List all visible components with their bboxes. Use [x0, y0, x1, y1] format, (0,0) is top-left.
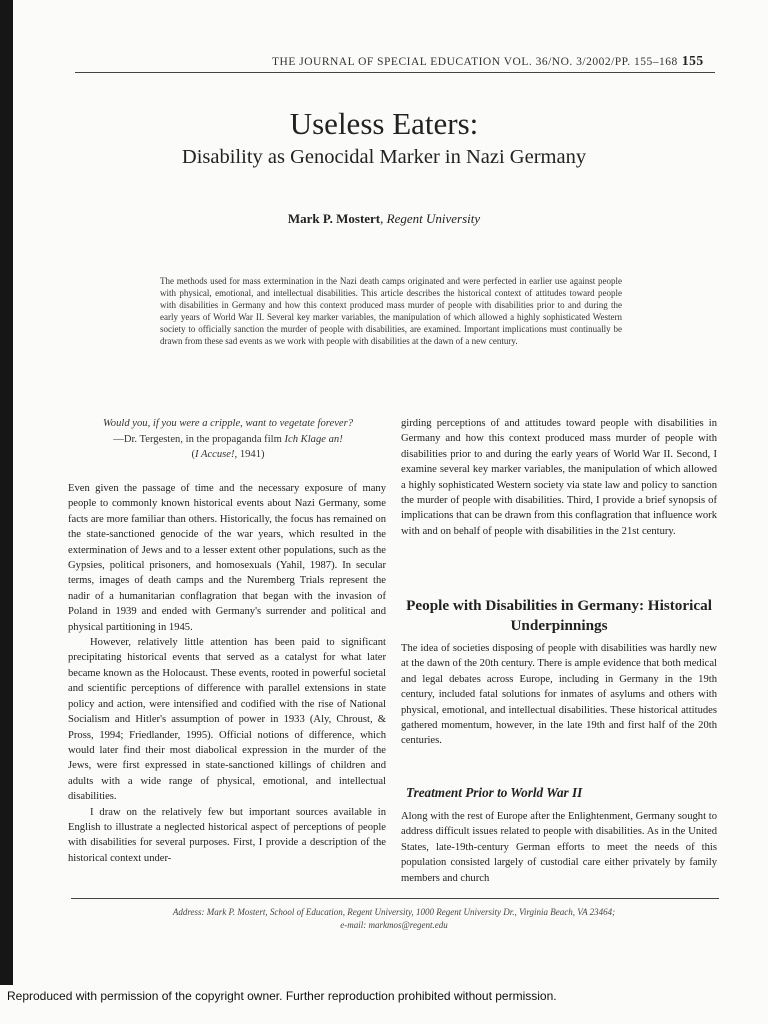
epigraph-film-translation: (I Accuse!, 1941): [191, 449, 265, 460]
copyright-notice: Reproduced with permission of the copyright owner. Further reproduction prohibited without permission.: [7, 989, 557, 1003]
page-number: 155: [681, 53, 704, 68]
header-rule: [75, 72, 715, 73]
email-line: e-mail: markmos@regent.edu: [340, 919, 448, 930]
body-paragraph: The idea of societies disposing of people with disabilities was hardly new at the dawn of the 20th century. There is ample evidence that both medical and legal debates across Europe, including in Germany in the 19th century, included fatal solutions for inmates of asylums and others with physical, emotional, and intellectual disabilities. These historical attitudes gathered momentum, however, in the late 19th and first half of the 20th centuries.: [401, 643, 717, 747]
body-paragraph: Along with the rest of Europe after the Enlightenment, Germany sought to address difficult issues related to people with disabilities. As in the United States, late-19th-century German efforts to meet the needs of this population consisted largely of custodial care either privately by family members and church: [401, 811, 717, 884]
epigraph-quote: Would you, if you were a cripple, want to vegetate forever?: [102, 418, 354, 429]
author-affiliation: Regent University: [386, 211, 481, 226]
section-heading: People with Disabilities in Germany: Historical Underpinnings: [406, 597, 712, 634]
epigraph-attribution: —Dr. Tergesten, in the propaganda film Ich Klage an!: [113, 433, 343, 445]
section-body: [401, 641, 717, 749]
footer-rule: [71, 898, 719, 899]
body-paragraph: I draw on the relatively few but important sources available in English to illustrate a neglected historical aspect of perceptions of people with disabilities for several purposes. First, I provide a description of the historical context under-: [68, 806, 386, 864]
body-paragraph: However, relatively little attention has been paid to significant precipitating historical events that served as a catalyst for what later became known as the Holocaust. These events, rooted in powerful societal and scientific perceptions of difference with parallel extensions in state policy and action, were intensified and codified with the rise of National Socialism and Hitler's assumption of power in 1933 (Aly, Chroust, & Pross, 1994; Friedlander, 1995). Official notions of difference, which would later find their most diabolical expression in the murder of the Jews, were first expressed in state-sanctioned killings of children and adults with a wide range of physical, emotional, and intellectual disabilities.: [68, 637, 386, 803]
epigraph: [70, 416, 386, 463]
abstract: The methods used for mass extermination in the Nazi death camps originated and were perfected in earlier use against people with physical, emotional, and intellectual disabilities. This article describes the historical context of attitudes toward people with disabilities in Germany and how this context produced mass murder of people with disabilities prior to and during the early years of World War II. Several key marker variables, the manipulation of which allowed a highly sophisticated Western society to officially sanction the murder of people with disabilities, are examined. Important implications must continually be drawn from these sad events as we work with people with disabilities at the dawn of a new century.: [160, 276, 622, 347]
running-header: [272, 53, 704, 69]
journal-citation: THE JOURNAL OF SPECIAL EDUCATION VOL. 36/NO. 3/2002/PP. 155–168: [272, 56, 678, 68]
body-paragraph: girding perceptions of and attitudes toward people with disabilities in Germany and how this context produced mass murder of people with disabilities prior to and during the early years of World War II. Second, I examine several key marker variables, the manipulation of which allowed a highly sophisticated Western society via state law and policy to sanction the murder of people with disabilities. Third, I provide a brief synopsis of implications that can be drawn from this conflagration that influence work with and on behalf of people with disabilities in the 21st century.: [401, 418, 717, 537]
left-column: [68, 481, 386, 866]
body-paragraph: Even given the passage of time and the necessary exposure of many people to commonly known historical events about Nazi Germany, some facts are more familiar than others. Historically, the focus has remained on the state-sanctioned genocide of the war years, which resulted in the extermination of Jews and to a lesser extent other populations, such as the Gypsies, political prisoners, and homosexuals (Yahil, 1987). In secular terms, images of death camps and the Nuremberg Trials represent the nadir of a humanitarian conflagration that began with the invasion of Poland in 1939 and ended with Germany's surrender and political and physical partitioning in 1945.: [68, 483, 386, 633]
subsection-body: [401, 809, 717, 886]
subsection-heading: Treatment Prior to World War II: [406, 785, 583, 800]
article-title: Useless Eaters:: [289, 106, 479, 141]
author-line: [0, 211, 768, 227]
author-address: [0, 906, 768, 931]
article-subtitle: Disability as Genocidal Marker in Nazi Germany: [181, 146, 587, 168]
author-name: Mark P. Mostert: [287, 211, 381, 226]
right-column-intro: [401, 416, 717, 539]
address-line: Address: Mark P. Mostert, School of Education, Regent University, 1000 Regent University Dr., Virginia Beach, VA 23464;: [172, 907, 616, 917]
author-separator: ,: [380, 211, 387, 226]
